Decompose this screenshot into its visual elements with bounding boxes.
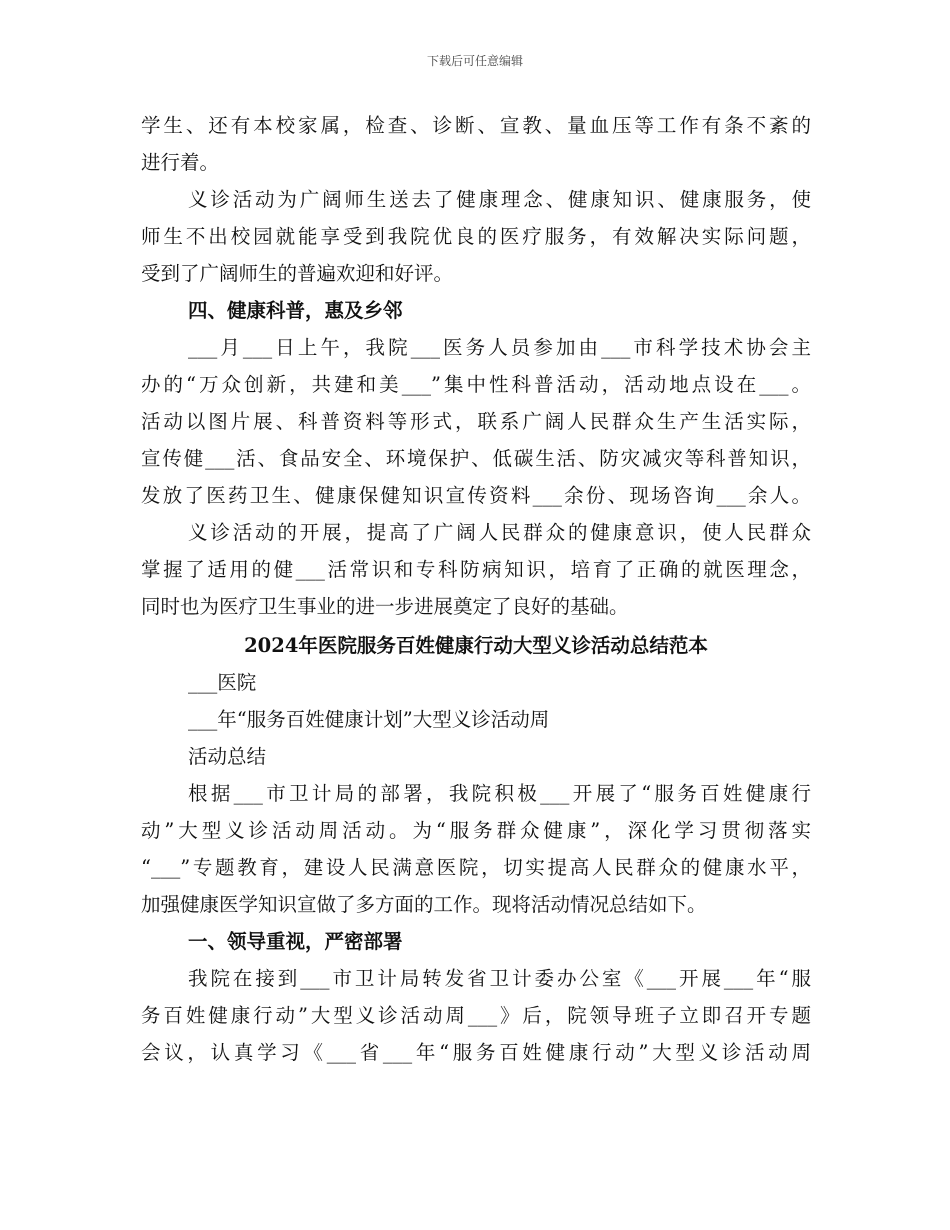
text-line: 会议，认真学习《___省___年“服务百姓健康行动”大型义诊活动周 xyxy=(141,1041,811,1064)
section-heading: 四、健康科普，惠及乡邻 xyxy=(188,299,403,322)
text-line: 宣传健___活、食品安全、环境保护、低碳生活、防灾减灾等科普知识， xyxy=(141,447,811,470)
text-line: 义诊活动为广阔师生送去了健康理念、健康知识、健康服务，使 xyxy=(188,188,811,211)
text-line: 进行着。 xyxy=(141,151,220,174)
section-heading: 一、领导重视，严密部署 xyxy=(188,930,403,953)
text-line: 活动以图片展、科普资料等形式，联系广阔人民群众生产生活实际， xyxy=(141,410,811,433)
text-line: ___年“服务百姓健康计划”大型义诊活动周 xyxy=(188,708,550,731)
text-line: 根据___市卫计局的部署，我院积极___开展了“服务百姓健康行 xyxy=(188,782,811,805)
text-line: 务百姓健康行动”大型义诊活动周___》后，院领导班子立即召开专题 xyxy=(141,1004,811,1027)
text-line: 义诊活动的开展，提高了广阔人民群众的健康意识，使人民群众 xyxy=(188,521,811,544)
page-header: 下载后可任意编辑 xyxy=(426,54,523,68)
document-body xyxy=(141,107,811,1071)
text-line: ___月___日上午，我院___医务人员参加由___市科学技术协会主 xyxy=(188,336,811,359)
text-line: 学生、还有本校家属，检查、诊断、宣教、量血压等工作有条不紊的 xyxy=(141,114,811,137)
text-line: 办的“万众创新，共建和美___”集中性科普活动，活动地点设在___。 xyxy=(141,373,811,396)
text-line: 动”大型义诊活动周活动。为“服务群众健康”，深化学习贯彻落实 xyxy=(141,819,811,842)
text-line: 加强健康医学知识宣做了多方面的工作。现将活动情况总结如下。 xyxy=(141,893,707,916)
text-line: 我院在接到___市卫计局转发省卫计委办公室《___开展___年“服 xyxy=(188,967,811,990)
text-line: ___医院 xyxy=(188,671,257,694)
text-line: 师生不出校园就能享受到我院优良的医疗服务，有效解决实际问题， xyxy=(141,225,811,248)
text-line: 掌握了适用的健___活常识和专科防病知识，培育了正确的就医理念， xyxy=(141,558,811,581)
text-line: 同时也为医疗卫生事业的进一步进展奠定了良好的基础。 xyxy=(141,595,629,618)
text-line: 发放了医药卫生、健康保健知识宣传资料___余份、现场咨询___余人。 xyxy=(141,484,811,507)
text-line: 受到了广阔师生的普遍欢迎和好评。 xyxy=(141,262,454,285)
text-line: “___”专题教育，建设人民满意医院，切实提高人民群众的健康水平， xyxy=(141,856,811,879)
section-title: 2024年医院服务百姓健康行动大型义诊活动总结范本 xyxy=(244,634,708,657)
text-line: 活动总结 xyxy=(188,745,267,768)
